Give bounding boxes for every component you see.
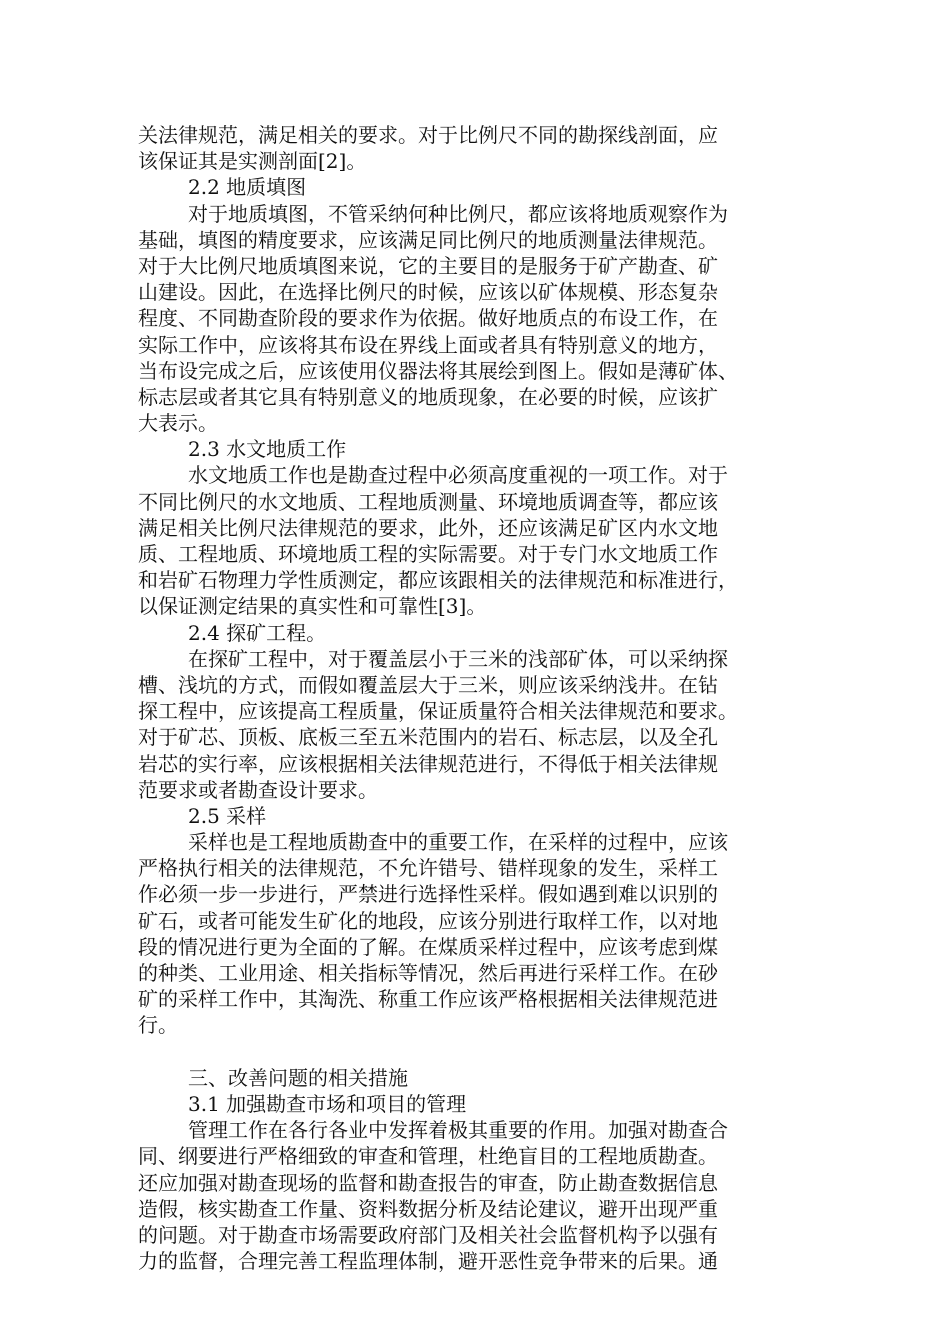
blank-line [138, 1039, 818, 1065]
text-line: 管理工作在各行各业中发挥着极其重要的作用。加强对勘查合 [188, 1118, 728, 1143]
text-line: 和岩矿石物理力学性质测定，都应该跟相关的法律规范和标准进行， [138, 568, 738, 593]
text-line: 对于矿芯、顶板、底板三至五米范围内的岩石、标志层，以及全孔 [138, 725, 718, 750]
text-line: 范要求或者勘查设计要求。 [138, 777, 378, 802]
text-line: 以保证测定结果的真实性和可靠性[3]。 [138, 594, 487, 619]
text-line: 2.3 水文地质工作 [188, 437, 347, 462]
text-line: 的问题。对于勘查市场需要政府部门及相关社会监督机构予以强有 [138, 1222, 718, 1247]
text-line: 三、改善问题的相关措施 [188, 1065, 408, 1090]
text-line: 对于大比例尺地质填图来说，它的主要目的是服务于矿产勘查、矿 [138, 253, 718, 278]
text-line: 严格执行相关的法律规范，不允许错号、错样现象的发生，采样工 [138, 856, 718, 881]
text-line: 岩芯的实行率，应该根据相关法律规范进行，不得低于相关法律规 [138, 751, 718, 776]
text-line: 对于地质填图，不管采纳何种比例尺，都应该将地质观察作为 [188, 201, 728, 226]
text-line: 大表示。 [138, 411, 218, 436]
text-line: 关法律规范，满足相关的要求。对于比例尺不同的勘探线剖面，应 [138, 123, 718, 147]
text-line: 不同比例尺的水文地质、工程地质测量、环境地质调查等，都应该 [138, 489, 718, 514]
text-line: 山建设。因此，在选择比例尺的时候，应该以矿体规模、形态复杂 [138, 280, 718, 305]
text-line: 2.2 地质填图 [188, 175, 307, 200]
text-line: 矿石，或者可能发生矿化的地段，应该分别进行取样工作，以对地 [138, 908, 718, 933]
text-line: 作必须一步一步进行，严禁进行选择性采样。假如遇到难以识别的 [138, 882, 718, 907]
text-line: 段的情况进行更为全面的了解。在煤质采样过程中，应该考虑到煤 [138, 934, 718, 959]
text-line: 的种类、工业用途、相关指标等情况，然后再进行采样工作。在砂 [138, 961, 718, 985]
text-line: 行。 [138, 1013, 178, 1038]
text-line: 造假，核实勘查工作量、资料数据分析及结论建议，避开出现严重 [138, 1196, 718, 1221]
text-line: 探工程中，应该提高工程质量，保证质量符合相关法律规范和要求。 [138, 699, 738, 724]
text-line: 水文地质工作也是勘查过程中必须高度重视的一项工作。对于 [188, 463, 728, 488]
text-line: 基础，填图的精度要求，应该满足同比例尺的地质测量法律规范。 [138, 227, 718, 252]
text-line: 程度、不同勘查阶段的要求作为依据。做好地质点的布设工作，在 [138, 306, 718, 331]
text-line: 3.1 加强勘查市场和项目的管理 [188, 1091, 467, 1116]
text-line: 实际工作中，应该将其布设在界线上面或者具有特别意义的地方， [138, 332, 718, 357]
text-line: 力的监督，合理完善工程监理体制，避开恶性竞争带来的后果。通 [138, 1249, 718, 1274]
text-line: 满足相关比例尺法律规范的要求，此外，还应该满足矿区内水文地 [138, 515, 718, 540]
text-line: 还应加强对勘查现场的监督和勘查报告的审查，防止勘查数据信息 [138, 1170, 718, 1195]
text-line: 在探矿工程中，对于覆盖层小于三米的浅部矿体，可以采纳探 [188, 646, 728, 671]
text-line: 槽、浅坑的方式，而假如覆盖层大于三米，则应该采纳浅井。在钻 [138, 672, 718, 697]
text-line: 矿的采样工作中，其淘洗、称重工作应该严格根据相关法律规范进 [138, 987, 718, 1012]
text-line: 采样也是工程地质勘查中的重要工作，在采样的过程中，应该 [188, 830, 728, 855]
text-line: 2.4 探矿工程。 [188, 620, 327, 645]
text-line: 标志层或者其它具有特别意义的地质现象，在必要的时候，应该扩 [138, 384, 718, 409]
text-line: 2.5 采样 [188, 803, 267, 828]
text-line: 质、工程地质、环境地质工程的实际需要。对于专门水文地质工作 [138, 542, 718, 566]
document-page [138, 122, 818, 1274]
text-line: 同、纲要进行严格细致的审查和管理，杜绝盲目的工程地质勘查。 [138, 1144, 718, 1169]
text-line: 该保证其是实测剖面[2]。 [138, 149, 367, 174]
text-line: 当布设完成之后，应该使用仪器法将其展绘到图上。假如是薄矿体、 [138, 358, 738, 383]
